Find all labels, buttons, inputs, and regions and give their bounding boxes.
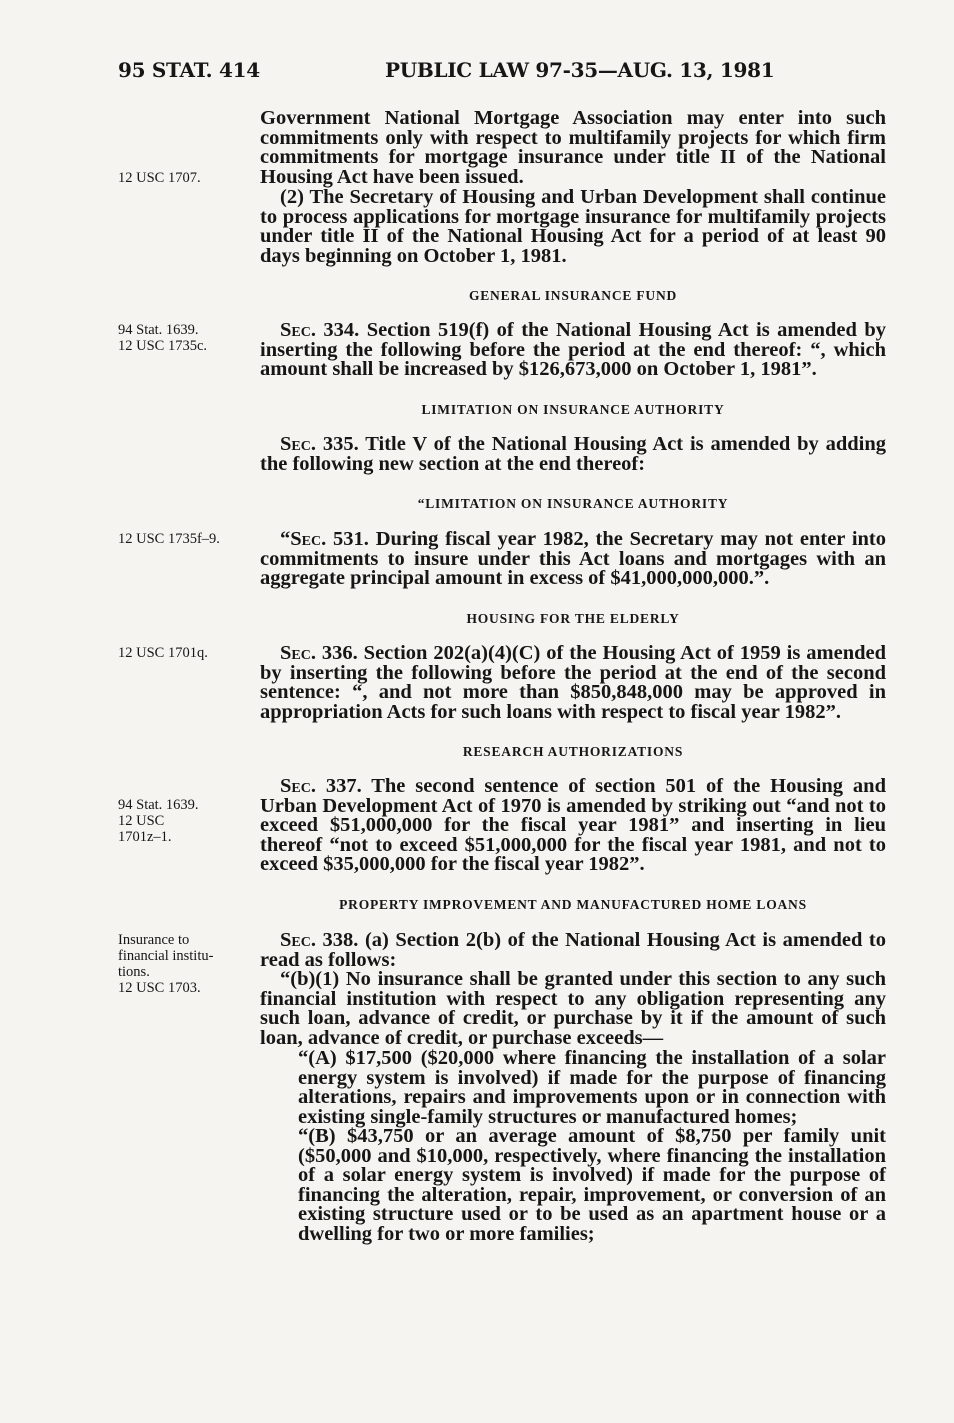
margin-usc: 12 USC 1703.	[118, 980, 201, 996]
section-335-text: Title V of the National Housing Act is amended by adding the following new section at the end thereof:	[260, 433, 887, 475]
section-334-label: Sec. 334.	[280, 319, 360, 341]
margin-topic: tions.	[118, 964, 150, 980]
section-531-label: “Sec. 531.	[280, 528, 369, 550]
section-336	[260, 644, 886, 722]
clause-a-text: “(A) $17,500 ($20,000 where financing the installation of a solar energy system is involved) if made for the purpose of financing alterations, repairs and improvements upon or in connection with existing single-family structures or manufactured homes;	[298, 1047, 886, 1128]
clause-b	[298, 1127, 886, 1245]
stat-page-number: 95 STAT. 414	[118, 58, 260, 82]
heading-limitation-insurance-authority: LIMITATION ON INSURANCE AUTHORITY	[421, 402, 725, 417]
heading-housing-elderly: HOUSING FOR THE ELDERLY	[466, 611, 680, 626]
clause-b-text: “(B) $43,750 or an average amount of $8,750 per family unit ($50,000 and $10,000, respectively, where financing the installation of a solar energy system is involved) if made for the purpose of financing the alteration, repair, improvement, or conversion of an existing structure used or to be used as an apartment house or a dwelling for two or more families;	[298, 1125, 886, 1245]
section-337	[260, 777, 886, 875]
margin-note-usc-1701q: 12 USC 1701q.	[118, 645, 208, 661]
section-337-label: Sec. 337.	[280, 775, 362, 797]
heading-general-insurance-fund: GENERAL INSURANCE FUND	[468, 288, 678, 303]
margin-topic: financial institu-	[118, 948, 214, 964]
margin-note-337	[118, 797, 253, 845]
section-338-label: Sec. 338.	[280, 929, 359, 951]
heading-new-section-531: “LIMITATION ON INSURANCE AUTHORITY	[417, 496, 729, 511]
section-338-text: (a) Section 2(b) of the National Housing Act is amended to read as follows:	[260, 929, 887, 971]
section-336-text: Section 202(a)(4)(C) of the Housing Act of 1959 is amended by inserting the following before the period at the end of the second sentence: “, and not more than $850,848,000 may be approved in appropriation Acts for such loans with respect to fiscal year 1982”.	[260, 642, 886, 723]
heading-property-improvement: PROPERTY IMPROVEMENT AND MANUFACTURED HOME LOANS	[339, 897, 807, 912]
margin-note-338	[118, 932, 253, 996]
clause-a	[298, 1049, 886, 1127]
section-336-label: Sec. 336.	[280, 642, 358, 664]
section-338	[260, 931, 886, 970]
section-335-label: Sec. 335.	[280, 433, 359, 455]
margin-note-usc-1707: 12 USC 1707.	[118, 170, 201, 186]
margin-note-usc-1735f-9: 12 USC 1735f–9.	[118, 531, 220, 547]
margin-stat: 94 Stat. 1639.	[118, 797, 199, 813]
section-334-text: Section 519(f) of the National Housing Act is amended by inserting the following before the period at the end thereof: “, which amount shall be increased by $126,673,000 on October 1, 1981”.	[260, 319, 886, 381]
margin-usc: 12 USC 1735c.	[118, 338, 208, 354]
margin-topic: Insurance to	[118, 932, 190, 948]
heading-research-authorizations: RESEARCH AUTHORIZATIONS	[462, 744, 684, 759]
margin-usc: 12 USC	[118, 813, 165, 829]
section-531	[260, 530, 886, 589]
paragraph-2: (2) The Secretary of Housing and Urban Development shall continue to process applications for mortgage insurance for multifamily projects under title II of the National Housing Act for a period of at least 90 days beginning on October 1, 1981.	[260, 186, 886, 267]
section-335	[260, 435, 886, 474]
margin-stat: 94 Stat. 1639.	[118, 322, 199, 338]
section-337-text: The second sentence of section 501 of the Housing and Urban Development Act of 1970 is amended by striking out “and not to exceed $51,000,000 for the fiscal year 1981” and inserting in lieu thereof “not to exceed $51,000,000 for the fiscal year 1981, and not to exceed $35,000,000 for the fiscal year 1982”.	[260, 775, 886, 876]
subsection-b1: “(b)(1) No insurance shall be granted under this section to any such financial institution with respect to any obligation representing any such loan, advance of credit, or purchase by it if the amount of such loan, advance of credit, or purchase exceeds—	[260, 968, 886, 1049]
margin-usc-number: 1701z–1.	[118, 829, 172, 845]
section-531-text: During fiscal year 1982, the Secretary may not enter into commitments to insure under this Act loans and mortgages with an aggregate principal amount in excess of $41,000,000,000.”.	[260, 528, 886, 590]
paragraph-continuation: Government National Mortgage Association may enter into such commitments only with respect to multifamily projects for which firm commitments for mortgage insurance under title II of the National Housing Act have been issued.	[260, 107, 886, 188]
margin-note-334	[118, 322, 253, 354]
running-header: PUBLIC LAW 97-35—AUG. 13, 1981	[385, 58, 775, 82]
section-334	[260, 321, 886, 380]
